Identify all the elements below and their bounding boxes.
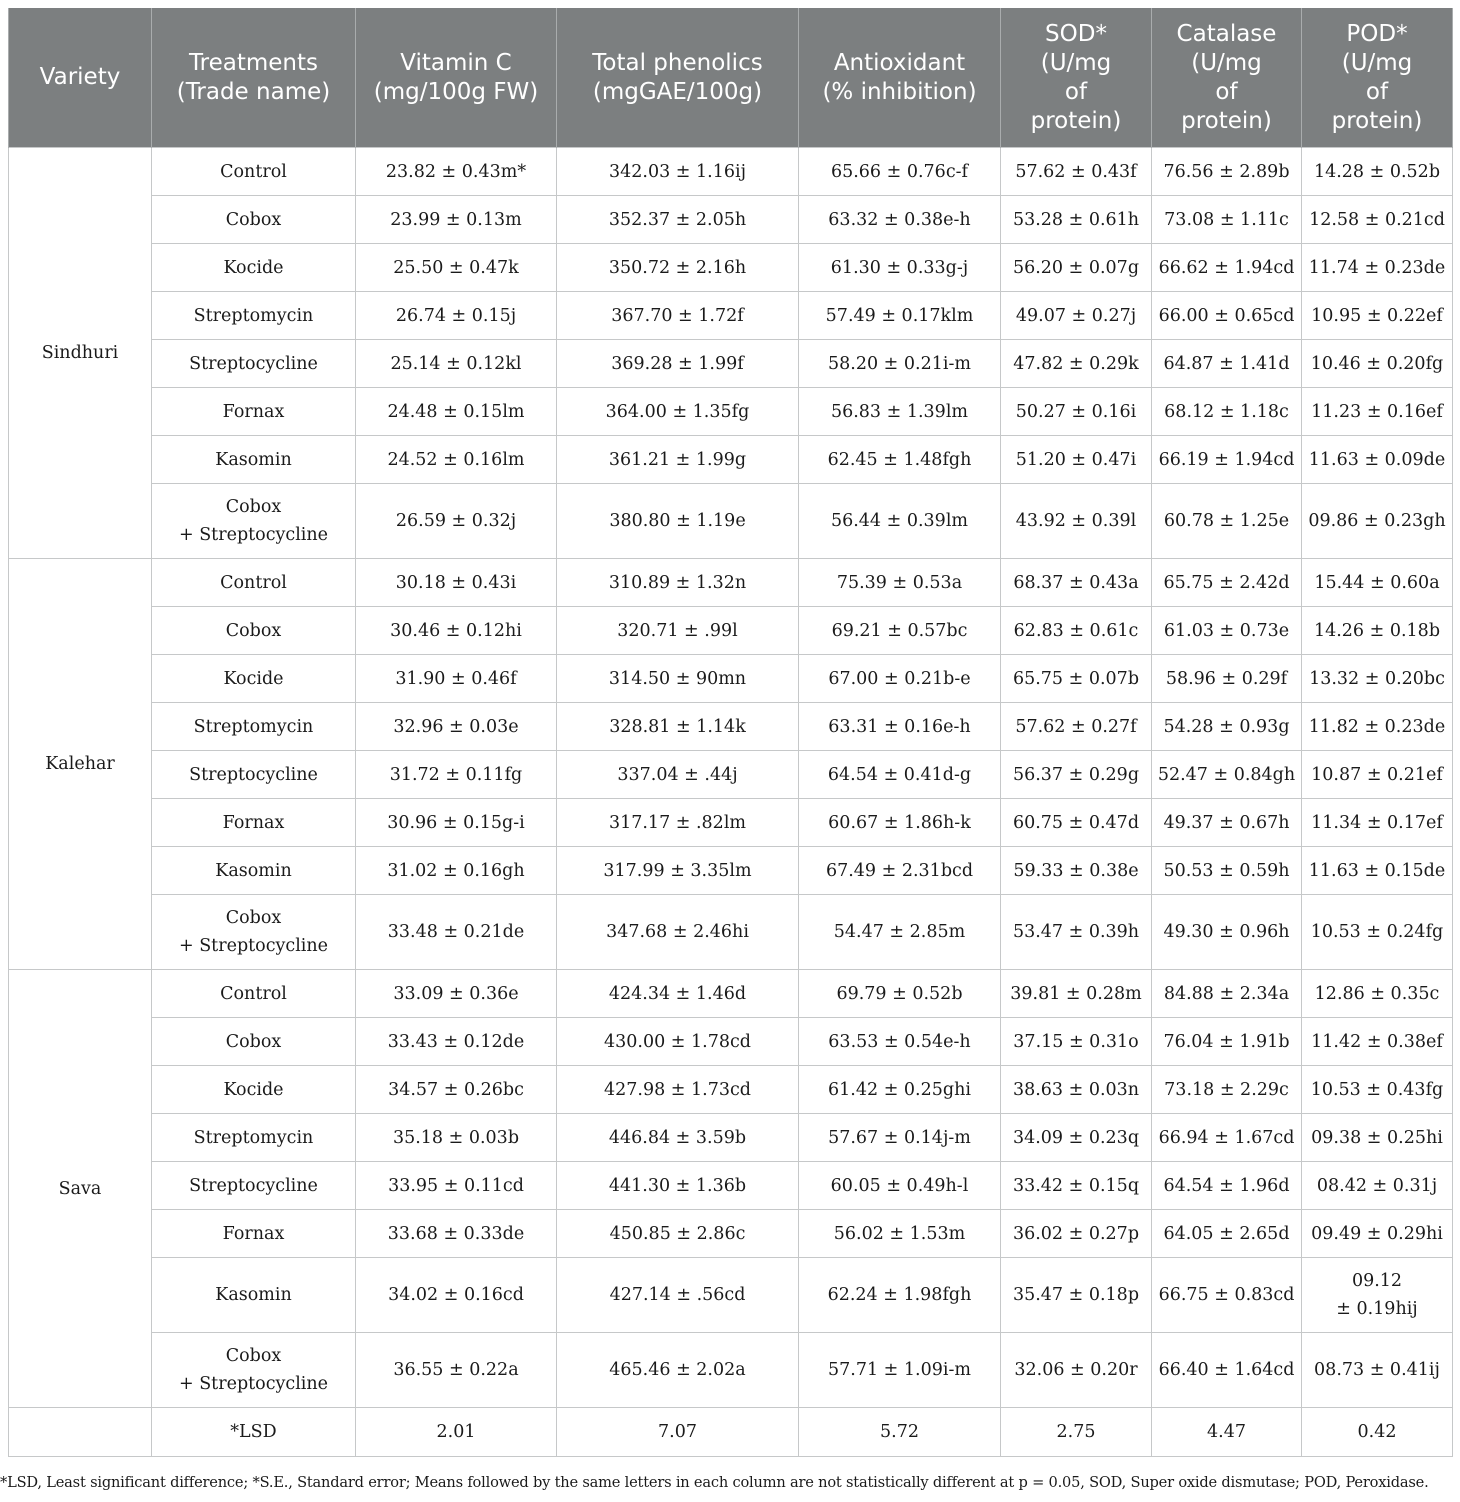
cell-text-line: ± 0.19hij: [1336, 1299, 1418, 1319]
value-cell-vitamin-c: 31.90 ± 0.46f: [356, 655, 557, 703]
value-cell-antioxidant: 69.79 ± 0.52b: [799, 970, 1001, 1018]
cell-text-line: + Streptocycline: [178, 1374, 329, 1394]
value-cell-total-phenolics: 320.71 ± .99l: [557, 607, 799, 655]
value-cell-catalase: 54.28 ± 0.93g: [1152, 703, 1302, 751]
cell-text-line: protein): [1181, 107, 1272, 134]
value-cell-vitamin-c: 24.52 ± 0.16lm: [356, 436, 557, 484]
value-cell-vitamin-c: 25.14 ± 0.12kl: [356, 340, 557, 388]
cell-text-line: Streptocycline: [189, 764, 318, 785]
value-cell-antioxidant: 57.71 ± 1.09i-m: [799, 1333, 1001, 1408]
cell-text-line: Kocide: [223, 1079, 284, 1100]
variety-cell: Kalehar: [9, 559, 152, 970]
value-cell-antioxidant: 61.30 ± 0.33g-j: [799, 244, 1001, 292]
value-cell-antioxidant: 67.00 ± 0.21b-e: [799, 655, 1001, 703]
value-cell-vitamin-c: 33.48 ± 0.21de: [356, 895, 557, 970]
cell-text-line: protein): [1030, 107, 1122, 134]
cell-text-line: 10.53 ± 0.24fg: [1310, 922, 1444, 942]
value-cell-total-phenolics: 347.68 ± 2.46hi: [557, 895, 799, 970]
treatment-cell: [152, 436, 356, 484]
treatment-cell: [152, 1210, 356, 1258]
value-cell-total-phenolics: 430.00 ± 1.78cd: [557, 1018, 799, 1066]
table-header: [9, 8, 1453, 148]
value-cell-sod: 53.47 ± 0.39h: [1001, 895, 1152, 970]
cell-text-line: (mg/100g FW): [373, 78, 539, 105]
value-cell-total-phenolics: 342.03 ± 1.16ij: [557, 148, 799, 196]
table-row: [9, 340, 1453, 388]
treatment-cell: [152, 340, 356, 388]
table-row: [9, 799, 1453, 847]
value-cell-vitamin-c: 33.68 ± 0.33de: [356, 1210, 557, 1258]
table-row: [9, 292, 1453, 340]
value-cell-total-phenolics: 446.84 ± 3.59b: [557, 1114, 799, 1162]
value-cell-vitamin-c: 33.43 ± 0.12de: [356, 1018, 557, 1066]
value-cell-catalase: 50.53 ± 0.59h: [1152, 847, 1302, 895]
variety-cell: Sava: [9, 970, 152, 1408]
cell-text-line: 11.63 ± 0.15de: [1308, 860, 1446, 881]
cell-text-line: Antioxidant: [833, 49, 966, 76]
table-row: [9, 244, 1453, 292]
cell-text-line: 12.58 ± 0.21cd: [1309, 209, 1445, 230]
cell-text-line: Streptocycline: [189, 1175, 318, 1196]
cell-text-line: + Streptocycline: [178, 936, 329, 956]
value-cell-catalase: 66.62 ± 1.94cd: [1152, 244, 1302, 292]
value-cell-catalase: 64.87 ± 1.41d: [1152, 340, 1302, 388]
treatment-cell: [152, 751, 356, 799]
value-cell-catalase: 58.96 ± 0.29f: [1152, 655, 1302, 703]
cell-text-line: Cobox: [225, 1346, 282, 1366]
value-cell-vitamin-c: 23.99 ± 0.13m: [356, 196, 557, 244]
value-cell-pod: [1302, 1066, 1453, 1114]
cell-text-line: 10.87 ± 0.21ef: [1311, 764, 1443, 785]
value-cell-total-phenolics: 441.30 ± 1.36b: [557, 1162, 799, 1210]
value-cell-antioxidant: 60.67 ± 1.86h-k: [799, 799, 1001, 847]
value-cell-pod: [1302, 607, 1453, 655]
value-cell-pod: [1302, 1114, 1453, 1162]
value-cell-sod: 57.62 ± 0.27f: [1001, 703, 1152, 751]
table-body: [9, 148, 1453, 1457]
value-cell-sod: 49.07 ± 0.27j: [1001, 292, 1152, 340]
cell-text-line: + Streptocycline: [178, 525, 329, 545]
value-cell-catalase: 61.03 ± 0.73e: [1152, 607, 1302, 655]
treatment-cell: [152, 484, 356, 559]
table-row: [9, 559, 1453, 607]
treatment-cell: [152, 895, 356, 970]
value-cell-pod: [1302, 847, 1453, 895]
value-cell-vitamin-c: 25.50 ± 0.47k: [356, 244, 557, 292]
data-table: [8, 8, 1453, 1457]
cell-text-line: 11.82 ± 0.23de: [1308, 716, 1446, 737]
value-cell-total-phenolics: 314.50 ± 90mn: [557, 655, 799, 703]
value-cell-catalase: 49.30 ± 0.96h: [1152, 895, 1302, 970]
value-cell-total-phenolics: 361.21 ± 1.99g: [557, 436, 799, 484]
table-row: [9, 1114, 1453, 1162]
treatment-cell: [152, 148, 356, 196]
value-cell-total-phenolics: 465.46 ± 2.02a: [557, 1333, 799, 1408]
value-cell-antioxidant: 63.53 ± 0.54e-h: [799, 1018, 1001, 1066]
table-row: [9, 1333, 1453, 1408]
value-cell-sod: 65.75 ± 0.07b: [1001, 655, 1152, 703]
value-cell-total-phenolics: 350.72 ± 2.16h: [557, 244, 799, 292]
value-cell-total-phenolics: 328.81 ± 1.14k: [557, 703, 799, 751]
value-cell-catalase: 60.78 ± 1.25e: [1152, 484, 1302, 559]
cell-text-line: Cobox: [225, 497, 282, 517]
column-header-total-phenolics: [557, 8, 799, 148]
lsd-value-sod: 2.75: [1001, 1408, 1152, 1457]
value-cell-antioxidant: 62.45 ± 1.48fgh: [799, 436, 1001, 484]
column-header-variety: [9, 8, 152, 148]
value-cell-antioxidant: 64.54 ± 0.41d-g: [799, 751, 1001, 799]
value-cell-pod: [1302, 559, 1453, 607]
cell-text-line: 09.38 ± 0.25hi: [1311, 1127, 1443, 1148]
value-cell-pod: [1302, 970, 1453, 1018]
value-cell-pod: [1302, 1210, 1453, 1258]
lsd-row: [9, 1408, 1453, 1457]
cell-text-line: Kasomin: [215, 449, 292, 470]
cell-text-line: Cobox: [225, 620, 282, 641]
value-cell-vitamin-c: 33.95 ± 0.11cd: [356, 1162, 557, 1210]
value-cell-pod: [1302, 895, 1453, 970]
table-container: [8, 8, 1452, 1457]
treatment-cell: [152, 244, 356, 292]
value-cell-sod: 47.82 ± 0.29k: [1001, 340, 1152, 388]
value-cell-catalase: 66.19 ± 1.94cd: [1152, 436, 1302, 484]
cell-text-line: (mgGAE/100g): [592, 78, 763, 105]
lsd-value-catalase: 4.47: [1152, 1408, 1302, 1457]
treatment-cell: [152, 1066, 356, 1114]
table-row: [9, 196, 1453, 244]
table-row: [9, 1066, 1453, 1114]
value-cell-antioxidant: 57.49 ± 0.17klm: [799, 292, 1001, 340]
value-cell-antioxidant: 65.66 ± 0.76c-f: [799, 148, 1001, 196]
value-cell-sod: 43.92 ± 0.39l: [1001, 484, 1152, 559]
value-cell-vitamin-c: 35.18 ± 0.03b: [356, 1114, 557, 1162]
cell-text-line: Kocide: [223, 668, 284, 689]
value-cell-vitamin-c: 31.72 ± 0.11fg: [356, 751, 557, 799]
treatment-cell: [152, 559, 356, 607]
cell-text-line: Fornax: [222, 812, 285, 833]
cell-text-line: (U/mg: [1040, 49, 1112, 76]
value-cell-antioxidant: 56.44 ± 0.39lm: [799, 484, 1001, 559]
table-row: [9, 655, 1453, 703]
value-cell-sod: 33.42 ± 0.15q: [1001, 1162, 1152, 1210]
table-row: [9, 1258, 1453, 1333]
lsd-value-pod: 0.42: [1302, 1408, 1453, 1457]
value-cell-vitamin-c: 34.57 ± 0.26bc: [356, 1066, 557, 1114]
value-cell-catalase: 73.18 ± 2.29c: [1152, 1066, 1302, 1114]
treatment-cell: [152, 292, 356, 340]
value-cell-vitamin-c: 32.96 ± 0.03e: [356, 703, 557, 751]
value-cell-sod: 38.63 ± 0.03n: [1001, 1066, 1152, 1114]
value-cell-total-phenolics: 317.17 ± .82lm: [557, 799, 799, 847]
cell-text-line: 14.28 ± 0.52b: [1313, 161, 1441, 182]
value-cell-vitamin-c: 26.59 ± 0.32j: [356, 484, 557, 559]
value-cell-vitamin-c: 30.96 ± 0.15g-i: [356, 799, 557, 847]
header-row: [9, 8, 1453, 148]
cell-text-line: 10.95 ± 0.22ef: [1311, 305, 1443, 326]
table-row: [9, 1210, 1453, 1258]
value-cell-vitamin-c: 30.46 ± 0.12hi: [356, 607, 557, 655]
value-cell-vitamin-c: 26.74 ± 0.15j: [356, 292, 557, 340]
treatment-cell: [152, 1162, 356, 1210]
table-row: [9, 388, 1453, 436]
treatment-cell: [152, 388, 356, 436]
value-cell-antioxidant: 63.31 ± 0.16e-h: [799, 703, 1001, 751]
cell-text-line: (U/mg: [1341, 49, 1413, 76]
value-cell-pod: [1302, 196, 1453, 244]
cell-text-line: Control: [220, 572, 287, 593]
cell-text-line: 11.23 ± 0.16ef: [1311, 401, 1443, 422]
value-cell-vitamin-c: 23.82 ± 0.43m*: [356, 148, 557, 196]
cell-text-line: (Trade name): [176, 78, 331, 105]
value-cell-sod: 62.83 ± 0.61c: [1001, 607, 1152, 655]
value-cell-antioxidant: 67.49 ± 2.31bcd: [799, 847, 1001, 895]
cell-text-line: 09.49 ± 0.29hi: [1311, 1223, 1443, 1244]
value-cell-pod: [1302, 484, 1453, 559]
cell-text-line: 09.86 ± 0.23gh: [1308, 511, 1446, 531]
value-cell-antioxidant: 57.67 ± 0.14j-m: [799, 1114, 1001, 1162]
value-cell-catalase: 66.00 ± 0.65cd: [1152, 292, 1302, 340]
value-cell-pod: [1302, 1333, 1453, 1408]
lsd-label: *LSD: [152, 1408, 356, 1457]
column-header-catalase: [1152, 8, 1302, 148]
empty-cell: [9, 1408, 152, 1457]
column-header-pod: [1302, 8, 1453, 148]
cell-text-line: 11.42 ± 0.38ef: [1311, 1031, 1443, 1052]
treatment-cell: [152, 196, 356, 244]
column-header-sod: [1001, 8, 1152, 148]
value-cell-sod: 37.15 ± 0.31o: [1001, 1018, 1152, 1066]
value-cell-antioxidant: 75.39 ± 0.53a: [799, 559, 1001, 607]
value-cell-pod: [1302, 292, 1453, 340]
value-cell-total-phenolics: 367.70 ± 1.72f: [557, 292, 799, 340]
value-cell-pod: [1302, 751, 1453, 799]
cell-text-line: Streptomycin: [193, 1127, 314, 1148]
treatment-cell: [152, 1114, 356, 1162]
table-row: [9, 751, 1453, 799]
value-cell-vitamin-c: 36.55 ± 0.22a: [356, 1333, 557, 1408]
cell-text-line: POD*: [1346, 20, 1408, 47]
value-cell-sod: 32.06 ± 0.20r: [1001, 1333, 1152, 1408]
value-cell-sod: 34.09 ± 0.23q: [1001, 1114, 1152, 1162]
value-cell-sod: 56.20 ± 0.07g: [1001, 244, 1152, 292]
value-cell-catalase: 66.94 ± 1.67cd: [1152, 1114, 1302, 1162]
cell-text-line: Control: [220, 983, 287, 1004]
value-cell-sod: 39.81 ± 0.28m: [1001, 970, 1152, 1018]
cell-text-line: Control: [220, 161, 287, 182]
value-cell-sod: 35.47 ± 0.18p: [1001, 1258, 1152, 1333]
value-cell-sod: 60.75 ± 0.47d: [1001, 799, 1152, 847]
value-cell-antioxidant: 60.05 ± 0.49h-l: [799, 1162, 1001, 1210]
treatment-cell: [152, 607, 356, 655]
treatment-cell: [152, 799, 356, 847]
value-cell-pod: [1302, 436, 1453, 484]
value-cell-sod: 59.33 ± 0.38e: [1001, 847, 1152, 895]
cell-text-line: of: [1365, 78, 1389, 105]
cell-text-line: 11.74 ± 0.23de: [1308, 257, 1446, 278]
cell-text-line: 08.73 ± 0.41ij: [1314, 1360, 1440, 1380]
table-row: [9, 436, 1453, 484]
value-cell-sod: 53.28 ± 0.61h: [1001, 196, 1152, 244]
value-cell-sod: 57.62 ± 0.43f: [1001, 148, 1152, 196]
value-cell-catalase: 68.12 ± 1.18c: [1152, 388, 1302, 436]
value-cell-total-phenolics: 427.14 ± .56cd: [557, 1258, 799, 1333]
value-cell-antioxidant: 63.32 ± 0.38e-h: [799, 196, 1001, 244]
value-cell-pod: [1302, 703, 1453, 751]
cell-text-line: of: [1215, 78, 1238, 105]
cell-text-line: 11.34 ± 0.17ef: [1311, 812, 1443, 833]
value-cell-vitamin-c: 24.48 ± 0.15lm: [356, 388, 557, 436]
value-cell-total-phenolics: 317.99 ± 3.35lm: [557, 847, 799, 895]
value-cell-antioxidant: 61.42 ± 0.25ghi: [799, 1066, 1001, 1114]
value-cell-pod: [1302, 799, 1453, 847]
table-row: [9, 484, 1453, 559]
treatment-cell: [152, 1018, 356, 1066]
value-cell-pod: [1302, 244, 1453, 292]
table-row: [9, 703, 1453, 751]
value-cell-sod: 68.37 ± 0.43a: [1001, 559, 1152, 607]
table-row: [9, 895, 1453, 970]
value-cell-catalase: 73.08 ± 1.11c: [1152, 196, 1302, 244]
value-cell-catalase: 66.40 ± 1.64cd: [1152, 1333, 1302, 1408]
cell-text-line: Fornax: [222, 1223, 285, 1244]
value-cell-antioxidant: 58.20 ± 0.21i-m: [799, 340, 1001, 388]
value-cell-catalase: 66.75 ± 0.83cd: [1152, 1258, 1302, 1333]
variety-cell: Sindhuri: [9, 148, 152, 559]
table-row: [9, 847, 1453, 895]
cell-text-line: 15.44 ± 0.60a: [1314, 572, 1440, 593]
treatment-cell: [152, 703, 356, 751]
value-cell-total-phenolics: 369.28 ± 1.99f: [557, 340, 799, 388]
cell-text-line: 13.32 ± 0.20bc: [1309, 668, 1445, 689]
cell-text-line: 14.26 ± 0.18b: [1313, 620, 1441, 641]
value-cell-total-phenolics: 364.00 ± 1.35fg: [557, 388, 799, 436]
cell-text-line: Total phenolics: [592, 49, 763, 76]
cell-text-line: Cobox: [225, 209, 282, 230]
cell-text-line: 10.46 ± 0.20fg: [1310, 353, 1444, 374]
value-cell-total-phenolics: 337.04 ± .44j: [557, 751, 799, 799]
value-cell-total-phenolics: 352.37 ± 2.05h: [557, 196, 799, 244]
cell-text-line: Streptocycline: [189, 353, 318, 374]
table-row: [9, 970, 1453, 1018]
cell-text-line: SOD*: [1045, 20, 1107, 47]
value-cell-antioxidant: 56.83 ± 1.39lm: [799, 388, 1001, 436]
cell-text-line: Catalase: [1176, 20, 1277, 47]
value-cell-catalase: 64.54 ± 1.96d: [1152, 1162, 1302, 1210]
column-header-treatments: [152, 8, 356, 148]
value-cell-catalase: 76.56 ± 2.89b: [1152, 148, 1302, 196]
cell-text-line: Streptomycin: [193, 716, 314, 737]
value-cell-pod: [1302, 655, 1453, 703]
treatment-cell: [152, 1333, 356, 1408]
value-cell-vitamin-c: 31.02 ± 0.16gh: [356, 847, 557, 895]
value-cell-sod: 36.02 ± 0.27p: [1001, 1210, 1152, 1258]
cell-text-line: Variety: [39, 64, 121, 90]
value-cell-total-phenolics: 450.85 ± 2.86c: [557, 1210, 799, 1258]
cell-text-line: 09.12: [1351, 1271, 1403, 1291]
value-cell-catalase: 52.47 ± 0.84gh: [1152, 751, 1302, 799]
cell-text-line: 10.53 ± 0.43fg: [1310, 1079, 1444, 1100]
lsd-value-total-phenolics: 7.07: [557, 1408, 799, 1457]
value-cell-vitamin-c: 33.09 ± 0.36e: [356, 970, 557, 1018]
cell-text-line: 08.42 ± 0.31j: [1316, 1175, 1438, 1196]
treatment-cell: [152, 655, 356, 703]
value-cell-total-phenolics: 427.98 ± 1.73cd: [557, 1066, 799, 1114]
value-cell-sod: 56.37 ± 0.29g: [1001, 751, 1152, 799]
lsd-value-vitamin-c: 2.01: [356, 1408, 557, 1457]
treatment-cell: [152, 847, 356, 895]
value-cell-pod: [1302, 1258, 1453, 1333]
value-cell-catalase: 49.37 ± 0.67h: [1152, 799, 1302, 847]
lsd-value-antioxidant: 5.72: [799, 1408, 1001, 1457]
value-cell-sod: 51.20 ± 0.47i: [1001, 436, 1152, 484]
cell-text-line: Kasomin: [215, 1285, 292, 1305]
table-row: [9, 607, 1453, 655]
treatment-cell: [152, 1258, 356, 1333]
table-row: [9, 148, 1453, 196]
value-cell-antioxidant: 69.21 ± 0.57bc: [799, 607, 1001, 655]
value-cell-total-phenolics: 380.80 ± 1.19e: [557, 484, 799, 559]
cell-text-line: 12.86 ± 0.35c: [1314, 983, 1440, 1004]
cell-text-line: Fornax: [222, 401, 285, 422]
cell-text-line: Cobox: [225, 908, 282, 928]
cell-text-line: Cobox: [225, 1031, 282, 1052]
table-row: [9, 1018, 1453, 1066]
column-header-antioxidant: [799, 8, 1001, 148]
value-cell-catalase: 64.05 ± 2.65d: [1152, 1210, 1302, 1258]
table-row: [9, 1162, 1453, 1210]
value-cell-pod: [1302, 1018, 1453, 1066]
cell-text-line: (% inhibition): [822, 78, 977, 105]
value-cell-pod: [1302, 388, 1453, 436]
cell-text-line: Treatments: [188, 49, 318, 76]
value-cell-catalase: 65.75 ± 2.42d: [1152, 559, 1302, 607]
value-cell-total-phenolics: 310.89 ± 1.32n: [557, 559, 799, 607]
value-cell-antioxidant: 54.47 ± 2.85m: [799, 895, 1001, 970]
cell-text-line: 11.63 ± 0.09de: [1308, 449, 1446, 470]
value-cell-vitamin-c: 30.18 ± 0.43i: [356, 559, 557, 607]
cell-text-line: protein): [1331, 107, 1423, 134]
table-footnote: *LSD, Least significant difference; *S.E., Standard error; Means followed by the same letters in each column are not statistically different at p = 0.05, SOD, Super oxide dismutase; POD, Peroxidase.: [0, 1474, 1429, 1491]
value-cell-pod: [1302, 340, 1453, 388]
value-cell-sod: 50.27 ± 0.16i: [1001, 388, 1152, 436]
value-cell-vitamin-c: 34.02 ± 0.16cd: [356, 1258, 557, 1333]
cell-text-line: Kocide: [223, 257, 284, 278]
value-cell-total-phenolics: 424.34 ± 1.46d: [557, 970, 799, 1018]
cell-text-line: Vitamin C: [400, 49, 512, 76]
value-cell-catalase: 84.88 ± 2.34a: [1152, 970, 1302, 1018]
cell-text-line: of: [1064, 78, 1088, 105]
value-cell-antioxidant: 56.02 ± 1.53m: [799, 1210, 1001, 1258]
column-header-vitamin-c: [356, 8, 557, 148]
value-cell-pod: [1302, 1162, 1453, 1210]
cell-text-line: Streptomycin: [193, 305, 314, 326]
value-cell-pod: [1302, 148, 1453, 196]
value-cell-antioxidant: 62.24 ± 1.98fgh: [799, 1258, 1001, 1333]
treatment-cell: [152, 970, 356, 1018]
value-cell-catalase: 76.04 ± 1.91b: [1152, 1018, 1302, 1066]
cell-text-line: Kasomin: [215, 860, 292, 881]
cell-text-line: (U/mg: [1191, 49, 1262, 76]
